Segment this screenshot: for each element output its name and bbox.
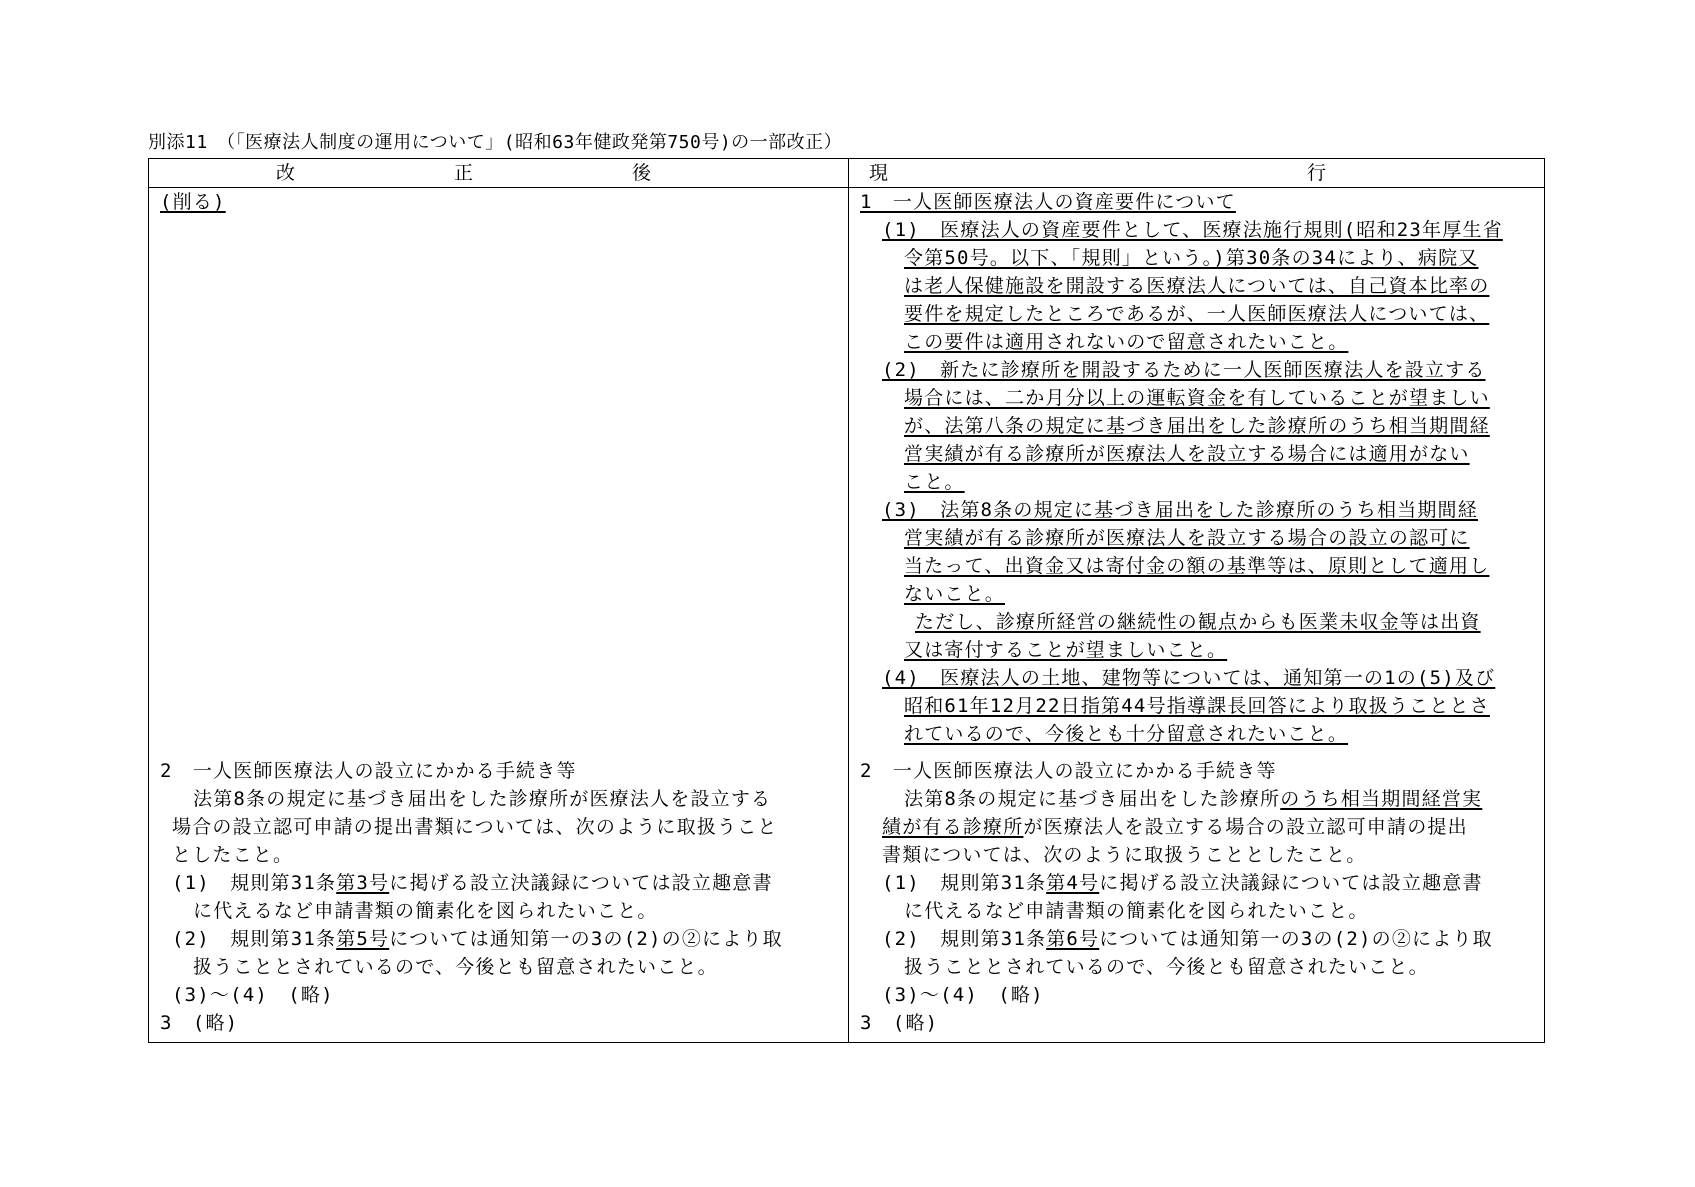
current-item-2-prefix: (2) 規則第31条	[882, 928, 1047, 950]
revised-section-2-line-1: 法第8条の規定に基づき届出をした診療所が医療法人を設立する	[193, 788, 772, 810]
revised-item-2-rest: については通知第一の3の(2)の②により取	[389, 928, 783, 950]
page-title: 別添11 （「医療法人制度の運用について」(昭和63年健政発第750号)の一部改正）	[148, 132, 843, 153]
current-item-2-changed-number: 第6号	[1046, 928, 1100, 950]
current-item-2-rest: については通知第一の3の(2)の②により取	[1099, 928, 1493, 950]
revised-section-3: 3 (略)	[160, 1012, 239, 1034]
revised-item-2-line-2: 扱うこととされているので、今後とも留意されたいこと。	[193, 956, 718, 978]
current-s1-item-2-line-2: 場合には、二か月分以上の運転資金を有していることが望ましい	[904, 387, 1490, 409]
current-s1-item-1-line-4: 要件を規定したところであるが、一人医師医療法人については、	[904, 303, 1490, 325]
current-item-1-prefix: (1) 規則第31条	[882, 872, 1047, 894]
current-section-2-line-1	[904, 785, 1482, 813]
current-item-1-changed-number: 第4号	[1046, 872, 1100, 894]
revised-section-2-line-3: としたこと。	[172, 844, 294, 866]
header-revised: 改 正 後	[275, 162, 721, 184]
current-s1-item-1-line-1: (1) 医療法人の資産要件として、医療法施行規則(昭和23年厚生省	[882, 219, 1503, 241]
current-s2-line-2-plain: が医療法人を設立する場合の設立認可申請の提出	[1023, 816, 1468, 838]
table-header-row	[149, 159, 1544, 188]
current-s1-item-3-line-1: (3) 法第8条の規定に基づき届出をした診療所のうち相当期間経	[882, 499, 1478, 521]
current-s1-item-3-line-3: 当たって、出資金又は寄付金の額の基準等は、原則として適用し	[904, 555, 1490, 577]
current-s1-item-3-line-2: 営実績が有る診療所が医療法人を設立する場合の設立の認可に	[904, 527, 1470, 549]
revised-item-1-changed-number: 第3号	[336, 872, 390, 894]
current-item-2-line-2: 扱うこととされているので、今後とも留意されたいこと。	[904, 956, 1429, 978]
current-item-1-line-1	[882, 869, 1483, 897]
column-divider	[848, 159, 849, 1042]
current-s1-item-3-line-5: ただし、診療所経営の継続性の観点からも医業未収金等は出資	[915, 611, 1481, 633]
comparison-table	[148, 158, 1545, 1043]
current-item-1-line-2: に代えるなど申請書類の簡素化を図られたいこと。	[904, 900, 1369, 922]
current-section-3: 3 (略)	[860, 1012, 939, 1034]
current-s2-line-1-plain: 法第8条の規定に基づき届出をした診療所	[904, 788, 1281, 810]
current-s1-item-4-line-1: (4) 医療法人の土地、建物等については、通知第一の1の(5)及び	[882, 667, 1496, 689]
current-s1-item-1-line-3: は老人保健施設を開設する医療法人については、自己資本比率の	[904, 275, 1490, 297]
current-s1-item-1-line-2: 令第50号。以下、「規則」という。)第30条の34により、病院又	[904, 247, 1479, 269]
current-s1-item-2-line-5: こと。	[904, 471, 965, 493]
current-s1-item-2-line-3: が、法第八条の規定に基づき届出をした診療所のうち相当期間経	[904, 415, 1490, 437]
revised-item-2-prefix: (2) 規則第31条	[172, 928, 337, 950]
revised-item-1-line-2: に代えるなど申請書類の簡素化を図られたいこと。	[193, 900, 658, 922]
current-s1-item-2-line-1: (2) 新たに診療所を開設するために一人医師医療法人を設立する	[882, 359, 1486, 381]
current-s2-line-1-underlined: のうち相当期間経営実	[1280, 788, 1483, 810]
current-s1-item-3-line-4: ないこと。	[904, 583, 1006, 605]
revised-item-1-rest: に掲げる設立決議録については設立趣意書	[389, 872, 773, 894]
current-section-2-title: 2 一人医師医療法人の設立にかかる手続き等	[860, 760, 1277, 782]
current-item-2-line-1	[882, 925, 1493, 953]
revised-items-3-4: (3)～(4) (略)	[172, 984, 334, 1006]
current-section-1-title: 1 一人医師医療法人の資産要件について	[860, 191, 1236, 213]
revised-item-2-line-1	[172, 925, 783, 953]
revised-item-1-prefix: (1) 規則第31条	[172, 872, 337, 894]
revised-section-2-line-2: 場合の設立認可申請の提出書類については、次のように取扱うこと	[172, 816, 778, 838]
header-current: 現 行	[868, 162, 1526, 184]
current-section-2-line-3: 書類については、次のように取扱うこととしたこと。	[882, 844, 1367, 866]
current-items-3-4: (3)～(4) (略)	[882, 984, 1044, 1006]
current-s1-item-4-line-3: れているので、今後とも十分留意されたいこと。	[904, 723, 1349, 745]
current-item-1-rest: に掲げる設立決議録については設立趣意書	[1099, 872, 1483, 894]
current-s2-line-2-underlined: 績が有る診療所	[882, 816, 1024, 838]
revised-deleted-marker: (削る)	[160, 191, 226, 213]
current-s1-item-2-line-4: 営実績が有る診療所が医療法人を設立する場合には適用がない	[904, 443, 1470, 465]
revised-item-1-line-1	[172, 869, 773, 897]
revised-section-2-title: 2 一人医師医療法人の設立にかかる手続き等	[160, 760, 577, 782]
current-s1-item-4-line-2: 昭和61年12月22日指第44号指導課長回答により取扱うこととさ	[904, 695, 1490, 717]
revised-item-2-changed-number: 第5号	[336, 928, 390, 950]
current-s1-item-1-line-5: この要件は適用されないので留意されたいこと。	[904, 331, 1349, 353]
current-section-2-line-2	[882, 813, 1468, 841]
current-s1-item-3-line-6: 又は寄付することが望ましいこと。	[904, 639, 1228, 661]
